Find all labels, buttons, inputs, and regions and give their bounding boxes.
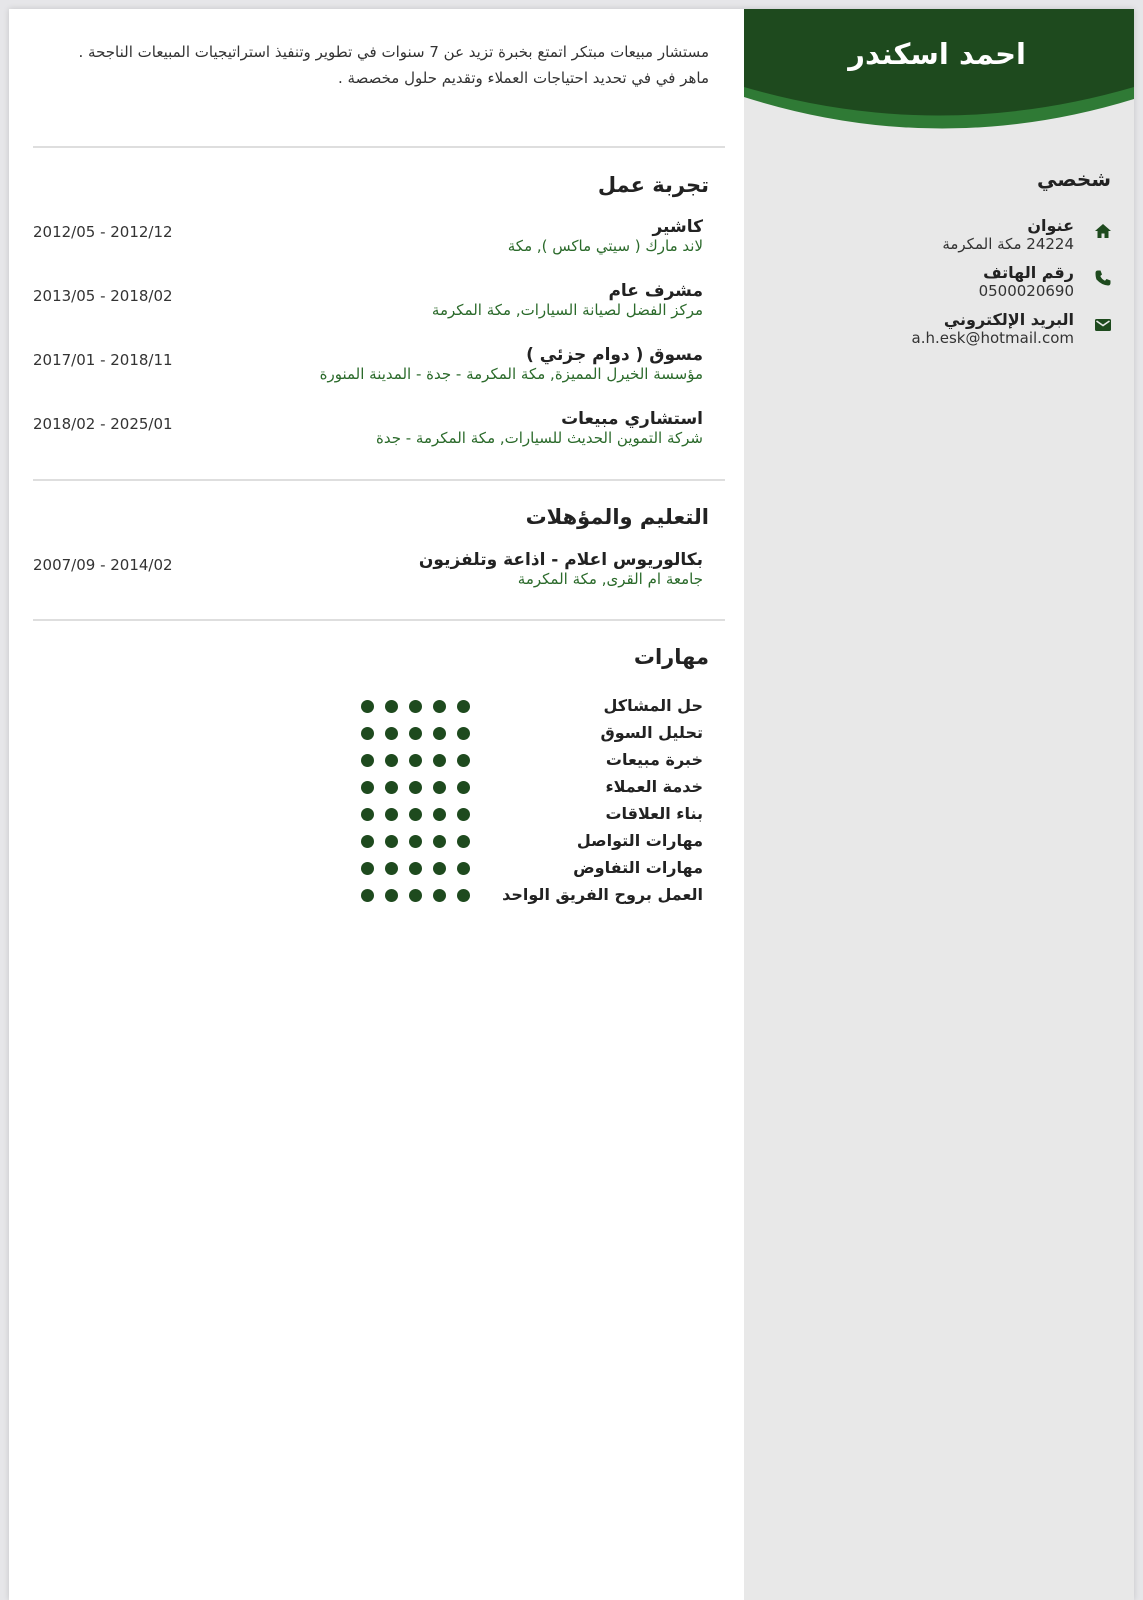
skill-level (361, 754, 471, 768)
main-content (9, 9, 744, 1600)
skill-dot (361, 889, 374, 902)
job-employer: شركة التموين الحديث للسيارات, مكة المكرمة - جدة (375, 429, 703, 447)
skill-dot (433, 808, 446, 821)
skill-name: تحليل السوق (600, 723, 703, 742)
home-icon (1094, 222, 1112, 240)
skill-dot (457, 862, 470, 875)
skill-dot (361, 808, 374, 821)
sidebar (744, 9, 1134, 1600)
skill-dot (433, 862, 446, 875)
skill-dot (361, 835, 374, 848)
person-name: احمد اسكندر (848, 37, 1026, 71)
job-title: مسوق ( دوام جزئي ) (526, 345, 703, 365)
skill-dot (385, 700, 398, 713)
skill-dot (409, 700, 422, 713)
skill-dot (409, 754, 422, 767)
skill-dot (457, 700, 470, 713)
education-section-title: التعليم والمؤهلات (525, 505, 709, 529)
skill-name: مهارات التفاوض (573, 858, 703, 877)
job-dates: 2018/02 - 2025/01 (33, 415, 173, 433)
skill-name: العمل بروح الفريق الواحد (502, 885, 703, 904)
skill-dot (385, 835, 398, 848)
skill-dot (433, 700, 446, 713)
summary-line: ماهر في في تحديد احتياجات العملاء وتقديم حلول مخصصة . (338, 69, 709, 87)
skill-name: بناء العلاقات (605, 804, 703, 823)
experience-entry (9, 409, 744, 469)
skill-dot (385, 727, 398, 740)
contact-phone (744, 263, 1134, 313)
skill-dot (433, 889, 446, 902)
profile-summary (59, 39, 709, 91)
skill-dot (457, 754, 470, 767)
skill-level (361, 835, 471, 849)
divider (33, 479, 725, 481)
skill-level (361, 862, 471, 876)
skill-dot (361, 727, 374, 740)
skill-dot (433, 754, 446, 767)
contact-email (744, 310, 1134, 360)
job-title: كاشير (652, 217, 703, 237)
skill-dot (385, 754, 398, 767)
contact-address (744, 216, 1134, 266)
job-employer: مؤسسة الخيرل المميزة, مكة المكرمة - جدة - المدينة المنورة (319, 365, 703, 383)
education-dates: 2007/09 - 2014/02 (33, 556, 173, 574)
skill-level (361, 808, 471, 822)
skill-name: خدمة العملاء (605, 777, 703, 796)
email-label: البريد الإلكتروني (943, 310, 1074, 329)
skill-level (361, 727, 471, 741)
skill-level (361, 700, 471, 714)
skill-dot (457, 889, 470, 902)
skill-dot (361, 700, 374, 713)
phone-value: 0500020690 (978, 282, 1074, 300)
skill-dot (433, 727, 446, 740)
skill-dot (409, 889, 422, 902)
phone-icon (1094, 269, 1112, 287)
summary-line: مستشار مبيعات مبتكر اتمتع بخبرة تزيد عن 7 سنوات في تطوير وتنفيذ استراتيجيات المبيعات الناجحة . (78, 43, 709, 61)
job-employer: مركز الفضل لصيانة السيارات, مكة المكرمة (431, 301, 703, 319)
skills-section-title: مهارات (633, 645, 709, 669)
personal-section-title: شخصي (1036, 167, 1111, 191)
address-label: عنوان (1027, 216, 1074, 235)
skill-name: مهارات التواصل (576, 831, 703, 850)
degree-title: بكالوريوس اعلام - اذاعة وتلفزيون (418, 550, 703, 570)
skill-dot (361, 781, 374, 794)
skill-dot (385, 808, 398, 821)
institution: جامعة ام القرى, مكة المكرمة (517, 570, 703, 588)
divider (33, 146, 725, 148)
divider (33, 619, 725, 621)
experience-section-title: تجربة عمل (597, 173, 709, 197)
skill-dot (457, 835, 470, 848)
skill-name: حل المشاكل (603, 696, 703, 715)
header-wave-shape (744, 9, 1134, 149)
skill-row (9, 885, 744, 920)
skill-dot (433, 781, 446, 794)
skill-dot (409, 835, 422, 848)
skill-dot (457, 727, 470, 740)
job-title: مشرف عام (608, 281, 703, 301)
skill-dot (409, 862, 422, 875)
skill-dot (361, 754, 374, 767)
job-dates: 2012/05 - 2012/12 (33, 223, 173, 241)
email-value: a.h.esk@hotmail.com (911, 329, 1074, 347)
experience-entry (9, 345, 744, 405)
skill-dot (409, 727, 422, 740)
address-value: 24224 مكة المكرمة (942, 235, 1074, 253)
sidebar-header (744, 9, 1134, 149)
skill-dot (409, 808, 422, 821)
job-title: استشاري مبيعات (561, 409, 703, 429)
skill-dot (433, 835, 446, 848)
experience-entry (9, 281, 744, 341)
skill-level (361, 781, 471, 795)
education-entry (9, 550, 744, 610)
skill-level (361, 889, 471, 903)
skill-dot (361, 862, 374, 875)
job-employer: لاند مارك ( سيتي ماكس ), مكة (507, 237, 703, 255)
skill-dot (409, 781, 422, 794)
skill-dot (385, 889, 398, 902)
skill-dot (385, 862, 398, 875)
skill-dot (457, 781, 470, 794)
phone-label: رقم الهاتف (983, 263, 1074, 282)
skill-dot (385, 781, 398, 794)
job-dates: 2017/01 - 2018/11 (33, 351, 173, 369)
resume-page (9, 9, 1134, 1600)
skill-name: خبرة مبيعات (605, 750, 703, 769)
job-dates: 2013/05 - 2018/02 (33, 287, 173, 305)
experience-entry (9, 217, 744, 277)
email-icon (1094, 316, 1112, 334)
skill-dot (457, 808, 470, 821)
